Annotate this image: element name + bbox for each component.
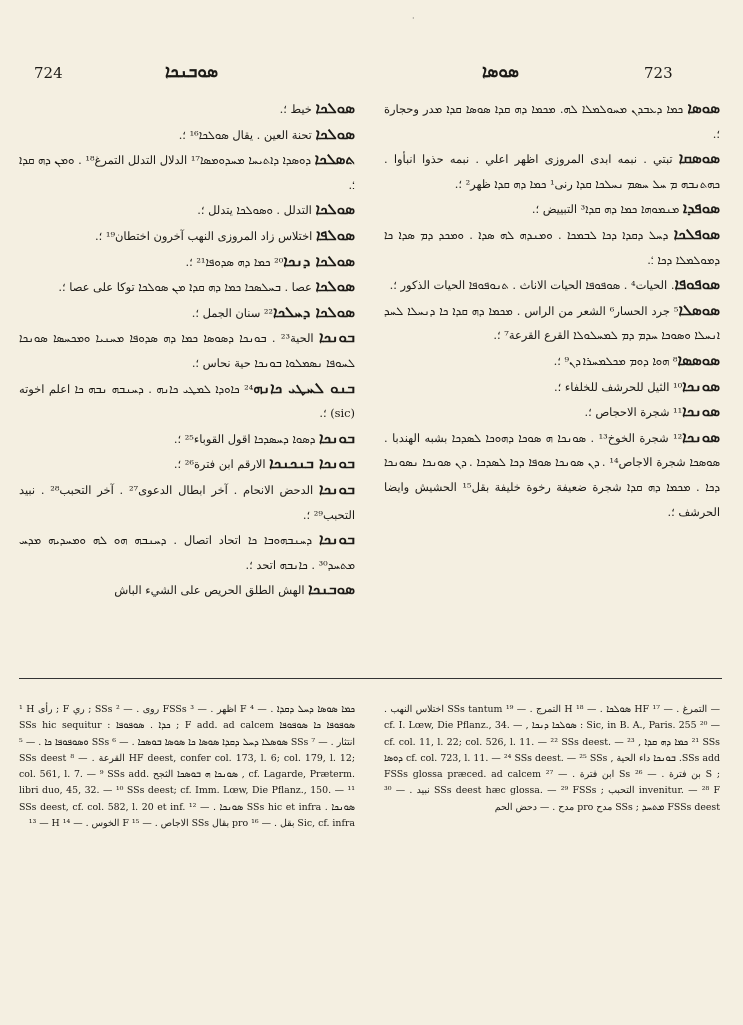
- page-number-left: 724: [34, 64, 63, 82]
- entry-headword: ܣܘܠܦܐ: [315, 225, 355, 244]
- entry-definition: الدحض الانحام . آخر ابطال الدعوى²⁷ . آخر التحبب²⁸ . نبيد التحبب²⁹ ؛.: [19, 482, 355, 522]
- entry-definition: ²⁰ ܟܡܐ ܕܗ ܣܕܘܦܐ²¹ ؛.: [185, 254, 284, 269]
- entry-headword: ܣܘܠܟܐ ܕܚܠܟܐ: [273, 302, 355, 321]
- entry-definition: ܕܚܢܒܗܘܒܐ ܟܐ اتحاد اتصال . ܕܚܢܒܗ ܗܘ ܠܗ ܘܡܚܕܝܗ ܡܕܚ ܡܬܚܕ³⁰ . ܟܐܢܒܗ اتحد ؛.: [19, 533, 355, 572]
- dictionary-entry: [384, 146, 720, 196]
- entry-headword: ܣܘܠܟܐ: [315, 200, 355, 219]
- dictionary-entry: [19, 426, 355, 452]
- dictionary-entry: [19, 96, 355, 122]
- entry-definition: تحنة العين . يقال ܣܘܠܟܐ¹⁶ ؛.: [178, 127, 316, 142]
- dictionary-entry: [19, 325, 355, 375]
- entry-definition: الارقم ابن فترة²⁶ ؛.: [173, 457, 270, 472]
- dictionary-entry: [19, 197, 355, 223]
- entry-definition: التدلل . ܘܣܘܠܟܐ يتدلل ؛.: [197, 203, 316, 218]
- entry-headword: ܣܘܣܣܐ: [677, 350, 720, 369]
- footnotes-right-text: — التمرغ . — ¹⁷ HF ܣܘܠܟܐ . — ¹⁸ H التمرج . — ¹⁹ SSs tantum اختلاس النهب . — ²⁰ Sic, in B. A., Paris. 255 : ܣܘܠܟܐ ܕܢܟܐ , cf. I. Lœw, Die Pflanz., 34. — ²¹ SSs ܟܡܐ ܕܗ ܩܕܐ , cf. col. 11, l. 22; col. 526, l. 11. — ²² SSs deest. — ²³ SSs add. ܒܘܢܟܐ داء الحية , cf. col. 723, l. 11. — ²⁴ SSs deest. — ²⁵ SSs ܕܘܣܐ ; S بن فترة . — ²⁶ Ss ابن فترة . — ²⁷ FSSs glossa præced. ad calcem invenitur. — ²⁸ F التحبب ; SSs deest hæc glossa. — ²⁹ FSSs نبيد . — ³⁰ FSSs deest ܡܬܚܕ ; SSs مدح pro مدح . — دحض الحم: [384, 704, 721, 813]
- dictionary-entry: [19, 577, 355, 603]
- dictionary-entry: [19, 147, 355, 197]
- dictionary-entry: [384, 374, 720, 400]
- entry-headword: ܣܘܦܘܦܐ: [674, 275, 720, 294]
- dictionary-entry: [384, 222, 720, 272]
- entry-definition: ¹⁰ الثيل للحرشف للخلفاء ؛.: [554, 379, 683, 394]
- dictionary-entry: [19, 122, 355, 148]
- entry-definition: ²⁴ ܟܐܘܕܐ ܠܡܛܝ ܟܐܢܗ . ܕܚܢܒܗ ܢܒܗ ܟܐ اعلم اخوته (sic) ؛.: [19, 381, 355, 421]
- entry-headword: ܣܘܣܩܐ: [678, 149, 720, 168]
- dictionary-entry: [19, 527, 355, 577]
- entry-headword: ܣܘܒܢܟܐ: [308, 580, 355, 599]
- dictionary-entry: [19, 249, 355, 275]
- entry-definition: الحية²³ . ܒܘܢܟܐ ܕܣܘܣܐ ܟܡܐ ܕܗ ܣܕܘܦܐ ܡܚܢܝܐ ܘܡܟܚܣܐ ܣܘܢܟܐ ܠܚܘܦܐ ܢܣܡܠܘܐ ܒܘܢܟܐ حية نحاس ؛.: [19, 331, 355, 370]
- entry-headword: ܣܘܢܟܐ: [682, 402, 720, 421]
- entry-headword: ܒܘܢܟܐ: [318, 328, 355, 347]
- entry-headword: ܣܘܣܠܐ: [678, 300, 720, 319]
- page-mark: ·: [412, 14, 415, 23]
- entry-headword: ܒܘܢܟܐ: [318, 479, 355, 498]
- entry-definition: ⁵ جرد الحسار⁶ الشعر من الراس . ܡܟܡܐ ܕܗ ܩܕܐ ܟܐ ܕܢܚܠܐ ܠܚܕ ܐܢܚܠܐ ܘܣܘܟܐ ܚܕܡ ܕܡ ܠܡܚܠܘܠܐ القرع القرعة⁷ ؛.: [384, 303, 720, 343]
- entry-headword: ܒܘܢܟܐ: [318, 428, 355, 447]
- entry-headword: ܒܢܘ ܠܚܛܝ ܟܐܢܗ: [253, 378, 355, 397]
- running-header: [0, 62, 743, 86]
- entry-headword: ܣܘܢܟܐ: [682, 427, 720, 446]
- running-head-right: ܣܘܣܐ: [482, 62, 520, 82]
- entry-definition: عصا . ܒܚܠܣܟܐ ܟܡܐ ܕܗ ܩܕܐ ܡܢ ܣܘܠܟܐ توكا على عصا ؛.: [58, 280, 316, 295]
- entry-definition: ²² سنان الجمل ؛.: [191, 305, 273, 320]
- dictionary-entry: [384, 399, 720, 425]
- right-column: [384, 96, 720, 524]
- dictionary-entry: [384, 425, 720, 524]
- entry-definition: ܕܚܠ ܕܩܕܐ ܕܟܐ ܠܒܡܟܐ . ܘܡܢܕܗ ܠܗ ܣܕܐ . ܘܡܟܕ ܕܡ ܣܕܐ ܟܐ ܕܡܘܠܡܠܐ ܕܟܐ ؛.: [384, 227, 720, 267]
- footnotes-left-text: ¹ H رأى ; F ري ; SSs روى . — ² FSSs اظهر . — ³ F ܟܡܐ ܣܘܣܐ ܕܚܠ ܕܩܕܐ . — ⁴ SSs hic sequitur : ܟܕܐ . ܣܘܦܘܦܐ ; F add. ad calcem ܣܘܦܘܦܐ ܟܐ ܣܘܦܘܦܐ ܘܣܘܦܘܦܐ ܟܐ . — ⁵ SSs ܣܘܣܠܐ ܕܚܠ ܕܩܕܐ ܣܘܣܐ ܟܐ ܣܘܣܐ ܒܘܣܟܐ . — ⁶ SSs انتثار . — ⁷ SSs deest القرعة . — ⁸ HF deest, confer col. 173, l. 6; col. 179, l. 12; col. 561, l. 7. — ⁹ SSs add. ܣܘܢܟܐ ܗ ܒܘܣܟܐ الثجح , cf. Lagarde, Præterm. libri duo, 45, 32. — ¹⁰ SSs deest; cf. Imm. Lœw, Die Pflanz., 150. — ¹¹ SSs deest, cf. col. 582, l. 20 et inf. ܣܘܢܟܐ . — ¹² SSs hic et infra ܣܘܢܟܐ . — ¹³ H الخوس . — ¹⁴ F الاجاص . — ¹⁵ SSs بقال pro بقل . — ¹⁶ Sic, cf. infra: [19, 704, 356, 830]
- entry-definition: اختلاس زاد المروزى النهب آخرون اختطان¹⁹ ؛.: [95, 228, 316, 243]
- entry-definition: ¹¹ شجرة الاحجاص ؛.: [584, 405, 683, 420]
- footnotes-left: [19, 702, 355, 832]
- entry-headword: ܣܘܠܟܐ: [315, 99, 355, 117]
- dictionary-entry: [384, 272, 720, 298]
- dictionary-entry: [384, 348, 720, 374]
- entry-headword: ܣܘܣܐ: [687, 99, 720, 117]
- entry-definition: ܡܢܡܘܗܐ ܟܡܐ ܕܗ ܩܕܐ³ التبييض ؛.: [531, 202, 683, 217]
- entry-headword: ܣܘܠܟܐ ܕܢܟܐ: [283, 251, 355, 270]
- left-column: [19, 96, 355, 603]
- entry-headword: ܣܘܦܠܟܐ: [673, 224, 720, 243]
- entry-definition: خيط ؛.: [279, 102, 316, 116]
- entry-definition: ܕܣܘܐ ܕܚܣܕܟܐ اقول القوباء²⁵ ؛.: [173, 431, 319, 446]
- entry-headword: ܒܘܢܟܐ: [318, 530, 355, 549]
- dictionary-entry: [384, 298, 720, 348]
- dictionary-entry: [19, 274, 355, 300]
- entry-definition: ¹² شجرة الخوخ¹³ . ܣܘܢܟܐ ܗ ܣܘܟܐ ܕܗܘܟܐ ܠܣܕܟܐ بشبه الهندبا . ܣܘܣܟܐ شجرة الاجاص¹⁴ . ܕܢ ܣܘܢܟܐ ܣܘܦܐ ܕܟܐ ܠܣܕܟܐ . ܕܢ ܣܘܢܟܐ ܢܣܘܢܟܐ ܕܟܐ . ܡܟܡܐ ܕܗ ܩܕܐ شجرة ضعيفة رخوة خليفة بقل¹⁵ الحشيش وايضا الحرشف ؛.: [384, 430, 721, 519]
- footnotes-right: [384, 702, 720, 816]
- entry-headword: ܣܘܠܟܐ: [315, 277, 355, 296]
- page-number-right: 723: [644, 64, 673, 82]
- footnote-rule: [19, 678, 722, 679]
- entry-definition: تبتي . نبمه ابدى المروزى اظهر اعلي . نبمه حذوا انبأوا . ܟܗܬܢܒܗ ܡ ܚܠ ܚܣܡ ܢܚܠܟܐ ܩܕܐ رنى¹ ܟܡܐ ܕܗ ܩܕܐ ظهر² ؛.: [384, 152, 720, 191]
- entry-headword: ܣܘܠܟܐ: [315, 124, 355, 143]
- dictionary-entry: [19, 223, 355, 249]
- running-head-left: ܣܘܒܢܟܐ: [165, 62, 219, 82]
- entry-headword: ܣܘܦܕܐ: [682, 199, 720, 218]
- entry-headword: ܬܣܠܟܐ: [314, 150, 356, 169]
- entry-definition: ܕܘܣܕܐ ܕܐܬܝܚܐ ܡܚܕܘܡܣܐ¹⁷ الدلال التدلل التمرغ¹⁸ . ܘܡܢ ܕܗ ܩܕܐ ؛.: [19, 153, 355, 192]
- dictionary-entry: [19, 477, 355, 527]
- entry-headword: ܒܘܢܟܐ ܒܢܟܢܟܐ: [269, 454, 355, 473]
- dictionary-entry: [19, 451, 355, 477]
- dictionary-entry: [19, 376, 355, 426]
- entry-definition: . الحيات⁴ . ܣܘܦܘܦܐ الحيات الاناث . ܬܢܘܦܘܦܐ الحيات الذكور ؛.: [389, 278, 675, 293]
- entry-headword: ܣܘܢܟܐ: [682, 376, 720, 395]
- dictionary-entry: [19, 300, 355, 326]
- entry-definition: ⁸ ܗܘܐ ܕܘܡ ܡܟܠܡܚܪܐ ܕܢ⁹ ؛.: [553, 353, 678, 368]
- entry-definition: ܟܡܐ ܕܥܒܕܢ ܡܚܘܠܡܠܐ ܠܗ. ܡܟܡܐ ܕܗ ܩܕܐ ܣܘܣܐ ܩܕܐ ܡدر وحجارة ؛.: [384, 102, 720, 141]
- dictionary-entry: [384, 96, 720, 146]
- entry-definition: الهش الطلق الحريص على الشيء الباش: [114, 583, 309, 598]
- dictionary-entry: [384, 196, 720, 222]
